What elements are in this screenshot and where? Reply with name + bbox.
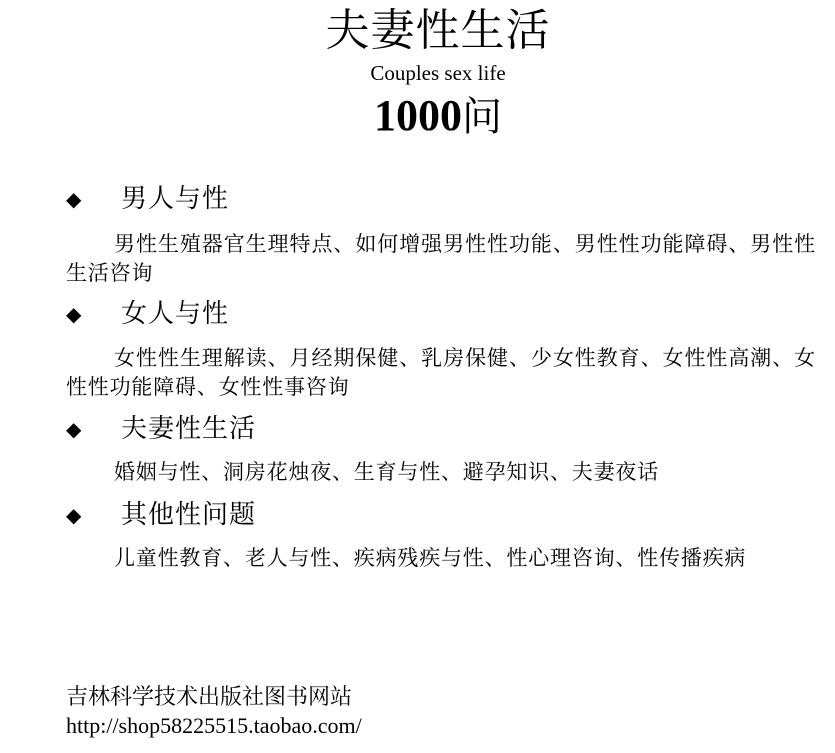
section-heading: [66, 296, 229, 332]
diamond-bullet-icon: ◆: [66, 417, 82, 441]
question-count: [0, 88, 835, 153]
diamond-bullet-icon: ◆: [66, 187, 82, 211]
section-title: 夫妻性生活: [121, 414, 257, 444]
section-title: 男人与性: [121, 184, 230, 214]
publisher-name: 吉林科学技术出版社图书网站: [66, 685, 353, 710]
diamond-bullet-icon: ◆: [66, 302, 82, 326]
section-body: 男性生殖器官生理特点、如何增强男性性功能、男性性功能障碍、男性性生活咨询: [66, 232, 816, 285]
english-subtitle: Couples sex life: [370, 61, 506, 85]
shop-url: http://shop58225515.taobao.com/: [66, 713, 362, 738]
section-body: 婚姻与性、洞房花烛夜、生育与性、避孕知识、夫妻夜话: [114, 460, 659, 484]
question-count-suffix: 问: [462, 94, 502, 140]
section-heading: [66, 181, 229, 217]
page-title: 夫妻性生活: [325, 5, 551, 56]
section-body: 女性性生理解读、月经期保健、乳房保健、少女性教育、女性性高潮、女性性功能障碍、女性性事咨询: [66, 346, 816, 399]
question-count-number: 1000: [374, 91, 462, 140]
section-heading: [66, 411, 256, 447]
section-title: 其他性问题: [121, 500, 257, 530]
section-heading: [66, 497, 256, 533]
section-title: 女人与性: [121, 299, 230, 329]
section-body: 儿童性教育、老人与性、疾病残疾与性、性心理咨询、性传播疾病: [114, 546, 747, 570]
diamond-bullet-icon: ◆: [66, 503, 82, 527]
